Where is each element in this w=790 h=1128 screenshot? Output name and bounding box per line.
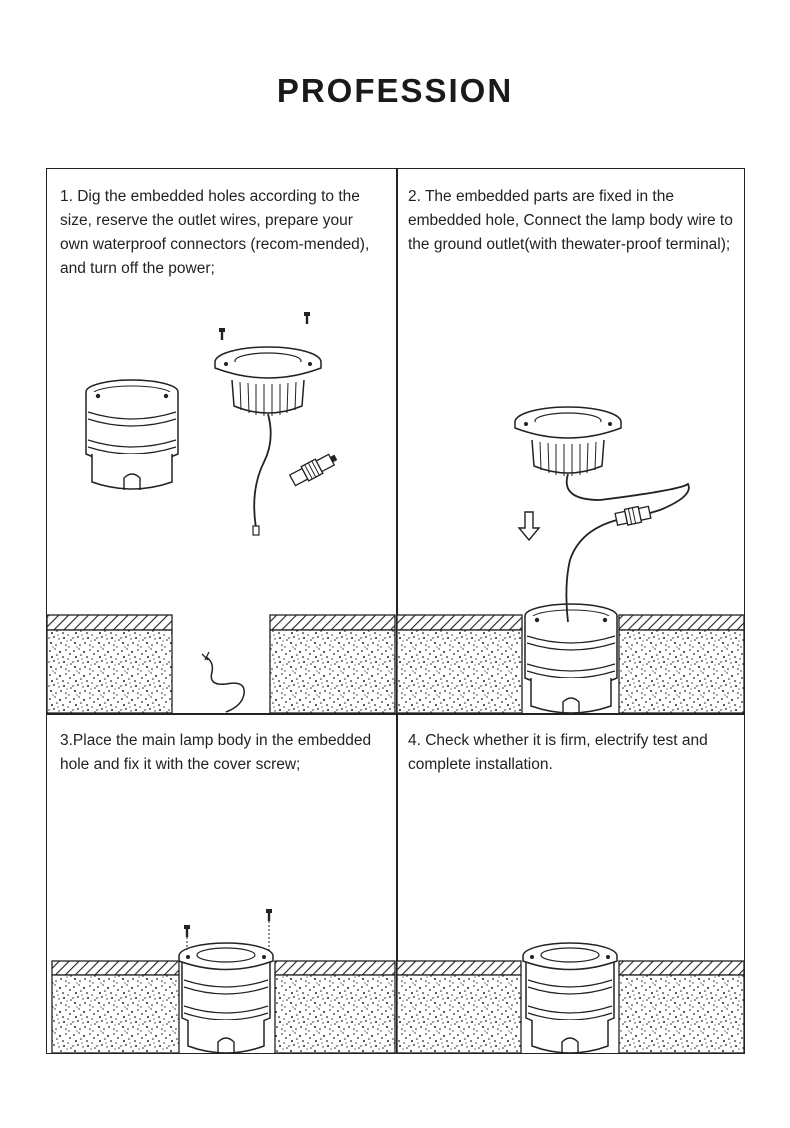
- step-2-text: 2. The embedded parts are fixed in the embedded hole, Connect the lamp body wire to the ground outlet(with thewater-proof terminal);: [408, 188, 733, 253]
- step-4-text: 4. Check whether it is firm, electrify test and complete installation.: [408, 732, 708, 773]
- step-3-text: 3.Place the main lamp body in the embedded hole and fix it with the cover screw;: [60, 732, 372, 773]
- step-4-illustration: [397, 943, 744, 1054]
- step-1-text: 1. Dig the embedded holes according to the size, reserve the outlet wires, prepare your own waterproof connectors (recom-mended), and turn off the power;: [60, 188, 370, 277]
- page-title: PROFESSION: [276, 72, 514, 109]
- step-1-illustration: [47, 312, 395, 713]
- step-3-illustration: [52, 909, 395, 1054]
- step-2-illustration: [397, 407, 744, 714]
